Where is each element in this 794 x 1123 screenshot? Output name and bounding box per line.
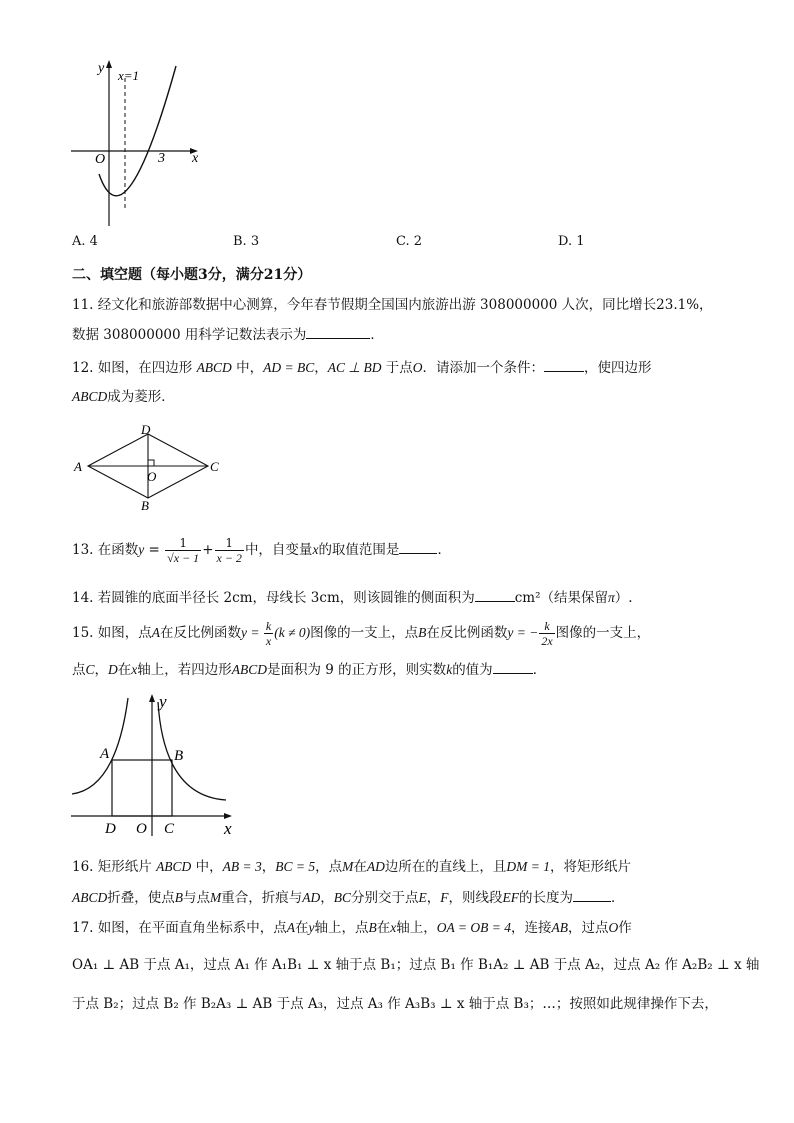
option-a[interactable]: A. 4 — [72, 234, 98, 249]
y-axis-arrow — [149, 694, 155, 702]
q11-line2: 数据 308000000 用科学记数法表示为 ． — [72, 324, 384, 345]
symmetry-label: x=1 — [118, 68, 140, 83]
q17-line3: 于点 B₂；过点 B₂ 作 B₂A₃ ⊥ AB 于点 A₃，过点 A₃ 作 A₃B₃ ⊥ x 轴于点 B₃；…；按照如此规律操作下去， — [72, 996, 718, 1012]
root-label: 3 — [158, 151, 165, 166]
q14-answer-blank[interactable] — [475, 587, 515, 602]
q15-fraction-2: $\frac{k}{2x}$ — [541, 619, 553, 648]
label-c: C — [210, 459, 219, 474]
q13-line: 13. 在函数y = $\frac{1}{√x - 1}$ + $\frac{1}{x - 2}$ 中，自变量x的取值范围是 ． — [72, 536, 451, 565]
q13-fraction-1: $\frac{1}{√x - 1}$ — [167, 536, 200, 565]
q12-line1: 12. 如图，在四边形 ABCD 中，AD = BC，AC ⊥ BD 于点O．请添加一个条件： ，使四边形 — [72, 357, 652, 378]
x-label: x — [192, 151, 199, 166]
q13-fraction-2: $\frac{1}{x - 2}$ — [216, 536, 242, 565]
q17-line1: 17. 如图，在平面直角坐标系中，点A在y轴上，点B在x轴上，OA = OB = 4，连接AB，过点O作 — [72, 920, 632, 936]
q15-line2: 点C，D在x轴上，若四边形ABCD是面积为 9 的正方形，则实数k的值为 ． — [72, 659, 546, 680]
label-d: D — [141, 422, 151, 437]
q11-line1: 11. 经文化和旅游部数据中心测算，今年春节假期全国国内旅游出游 308000000 人次，同比增长23.1%， — [72, 297, 713, 313]
y-label: y — [98, 61, 105, 76]
q17-line2: OA₁ ⊥ AB 于点 A₁，过点 A₁ 作 A₁B₁ ⊥ x 轴于点 B₁；过点 B₁ 作 B₁A₂ ⊥ AB 于点 A₂，过点 A₂ 作 A₂B₂ ⊥ x 轴 — [72, 957, 760, 973]
rhombus-figure — [70, 420, 230, 515]
y-axis-arrow — [106, 60, 112, 68]
label-a: A — [74, 459, 82, 474]
y-label: y — [159, 692, 167, 711]
label-c: C — [164, 821, 175, 837]
option-d[interactable]: D. 1 — [558, 234, 585, 249]
x-label: x — [224, 819, 232, 838]
q13-answer-blank[interactable] — [399, 539, 437, 554]
hyperbola-figure — [66, 688, 246, 838]
right-hyperbola-branch — [158, 702, 226, 800]
parabola-curve — [99, 66, 176, 196]
q11-answer-blank[interactable] — [306, 324, 370, 339]
square-abcd — [112, 760, 172, 816]
label-d: D — [105, 821, 116, 837]
origin-label: O — [95, 152, 106, 167]
q12-answer-blank[interactable] — [544, 357, 584, 372]
q16-answer-blank[interactable] — [573, 887, 611, 902]
label-b: B — [141, 498, 149, 513]
right-angle-mark — [148, 460, 154, 466]
parabola-figure — [66, 56, 216, 231]
q14-line: 14. 若圆锥的底面半径长 2cm，母线长 3cm，则该圆锥的侧面积为 cm²（结果保留π）. — [72, 587, 633, 608]
q15-fraction-1: $\frac{k}{x}$ — [265, 619, 272, 648]
label-b: B — [174, 748, 184, 764]
q12-line2: ABCD成为菱形． — [72, 389, 175, 405]
label-o: O — [147, 469, 157, 484]
option-c[interactable]: C. 2 — [396, 234, 423, 249]
q15-answer-blank[interactable] — [493, 659, 533, 674]
q16-line1: 16. 矩形纸片 ABCD 中，AB = 3，BC = 5，点M在AD边所在的直线上，且DM = 1，将矩形纸片 — [72, 859, 631, 875]
option-b[interactable]: B. 3 — [233, 234, 260, 249]
q15-line1: 15. 如图，点A在反比例函数y = $\frac{k}{x}$ (k ≠ 0)图像的一支上，点B在反比例函数y = − $\frac{k}{2x}$ 图像的一支上， — [72, 619, 651, 648]
label-a: A — [100, 746, 110, 762]
section-title: 二、填空题（每小题3分，满分21分） — [72, 267, 312, 283]
q16-line2: ABCD折叠，使点B与点M重合，折痕与AD，BC分别交于点E，F，则线段EF的长度为 ． — [72, 887, 625, 908]
label-o: O — [136, 821, 147, 837]
